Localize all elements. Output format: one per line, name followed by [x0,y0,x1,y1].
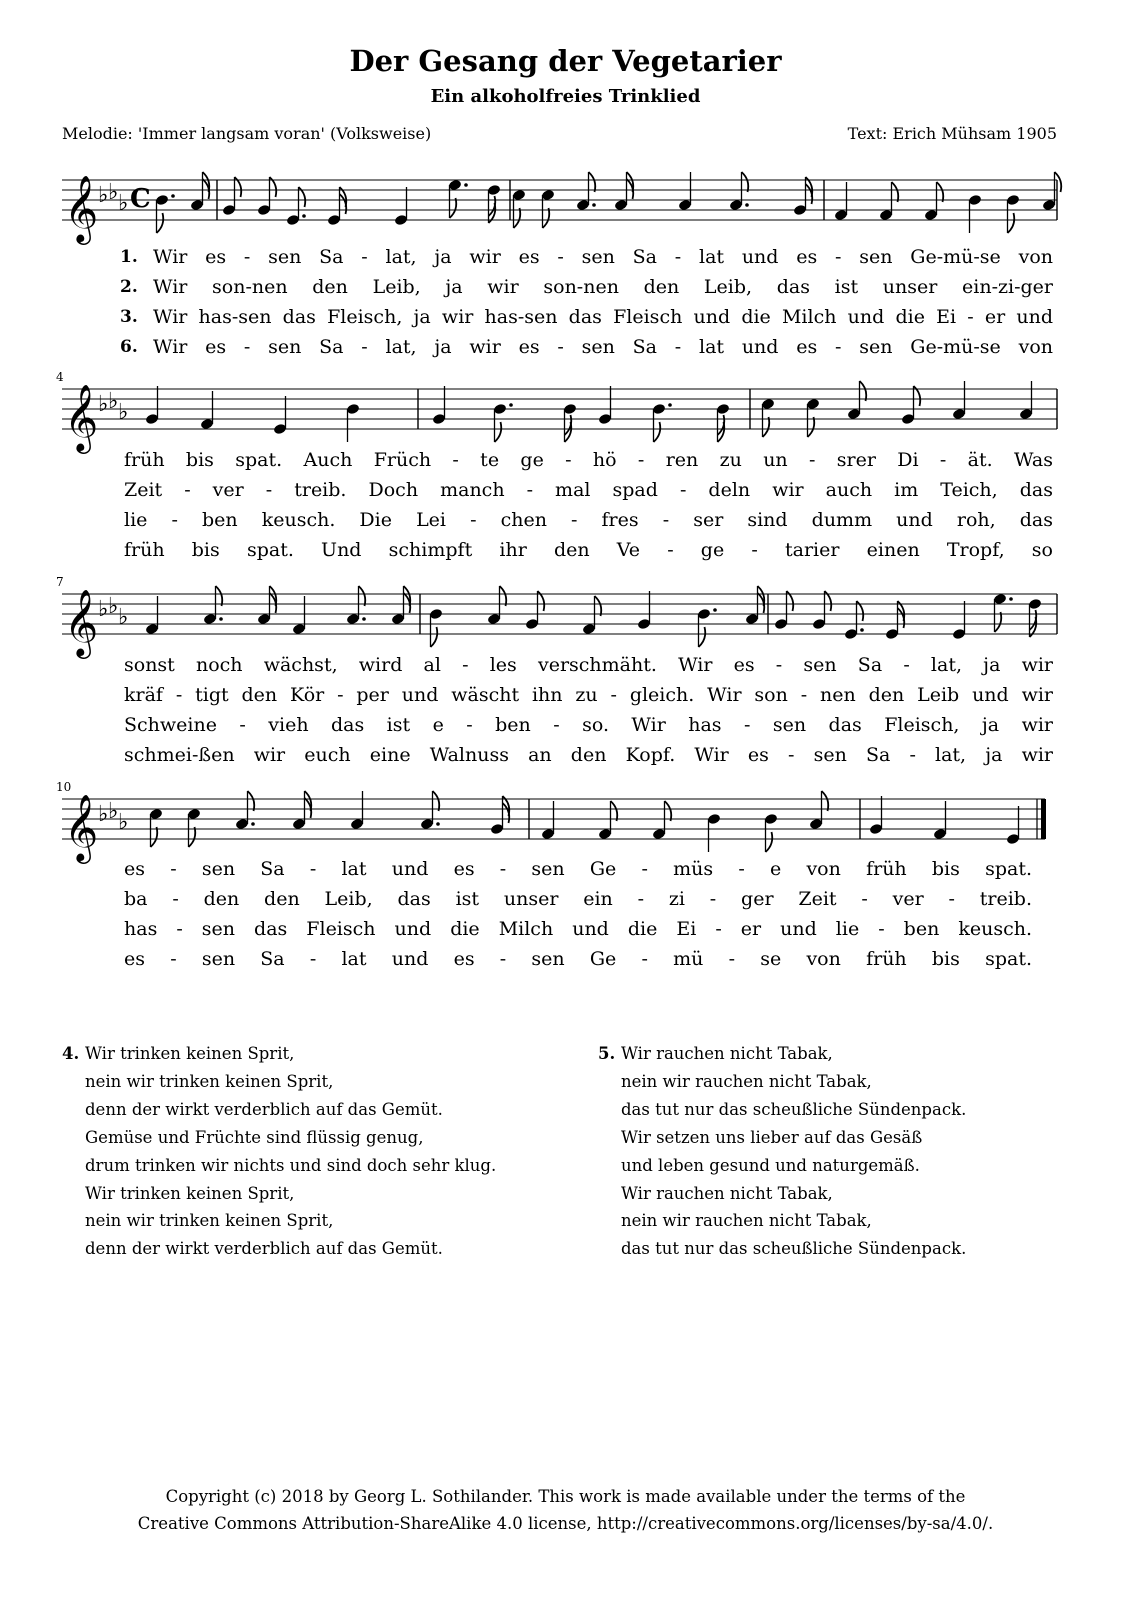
copyright-line: Copyright (c) 2018 by Georg L. Sothilander. This work is made available under the terms of the [165,1487,966,1506]
lyric-text: lie - ben keusch. Die Lei - chen - fres - ser sind dumm und roh, das [124,509,1053,531]
verse-line: denn der wirkt verderblich auf das Gemüt. [85,1099,443,1119]
note-flag [359,586,366,606]
note-flag [543,208,550,228]
lyric-text: ba - den den Leib, das ist unser ein - zi - ger Zeit - ver - treib. [124,888,1032,910]
lyric-text: Zeit - ver - treib. Doch manch - mal spad - deln wir auch im Teich, das [124,479,1053,501]
verse-4 [62,1040,496,1263]
verse-number: 3. [120,307,138,327]
lyric-text: Schweine - vieh das ist e - ben - so. Wir has - sen das Fleisch, ja wir [124,714,1053,736]
dot [171,194,175,198]
note-flag [892,182,899,202]
verse-line: Gemüse und Früchte sind flüssig genug, [85,1127,424,1147]
measure-number: 4 [56,370,64,384]
verse-line: Wir trinken keinen Sprit, [85,1044,295,1063]
dot [713,608,717,612]
treble-clef-icon: 𝄞 [64,793,99,861]
dot [860,628,864,632]
dot [668,403,672,407]
note-flag [1055,172,1062,192]
flat-icon: ♭ [98,392,109,417]
treble-clef-icon: 𝄞 [64,174,99,242]
lyric-text: Wir es - sen Sa - lat, ja wir es - sen Sa - lat und es - sen Ge-mü-se von [153,246,1053,268]
dot [1009,597,1013,601]
note-flag [937,182,944,202]
note-flag [1008,213,1015,233]
lyric-text: früh bis spat. Und schimpft ihr den Ve - ge - tarier einen Tropf, so [124,539,1053,561]
verse-line: und leben gesund und naturgemäß. [621,1155,920,1175]
verse-line: Wir rauchen nicht Tabak, [621,1183,833,1203]
note-flag [995,612,1002,632]
verse-line: nein wir trinken keinen Sprit, [85,1071,334,1091]
note-flag [822,791,829,811]
common-time-icon: C [130,184,151,214]
verse-line: Wir setzen uns lieber auf das Gesäß [621,1127,923,1147]
flat-icon: ♭ [118,191,129,216]
note-flag [665,801,672,821]
treble-clef-icon: 𝄞 [64,383,99,451]
lyric-text: kräf - tigt den Kör - per und wäscht ihn zu - gleich. Wir son - nen den Leib und wir [124,684,1053,706]
dot [592,203,596,207]
flat-icon: ♭ [108,594,119,619]
verse-line: Wir trinken keinen Sprit, [85,1183,295,1203]
lyric-text: früh bis spat. Auch Früch - te ge - hö - ren zu un - srer Di - ät. Was [124,449,1053,471]
note-flag [860,381,867,401]
final-bar-line [1041,799,1046,839]
lyric-text: Wir son-nen den Leib, ja wir son-nen den Leib, das ist unser ein-zi-ger [153,276,1053,298]
treble-clef-icon: 𝄞 [64,588,99,656]
flat-icon: ♭ [98,183,109,208]
verse-number: 1. [120,247,138,267]
verse-line: nein wir rauchen nicht Tabak, [621,1211,872,1231]
dot [251,822,255,826]
note-flag [500,586,507,606]
verse-number: 6. [120,337,138,357]
dot [436,822,440,826]
lyric-text: Wir has-sen das Fleisch, ja wir has-sen das Fleisch und die Milch und die Ei - er und [153,306,1053,328]
flat-icon: ♭ [108,389,119,414]
note-flag [595,596,602,616]
flat-icon: ♭ [118,810,129,835]
lyric-text: es - sen Sa - lat und es - sen Ge - müs - e von früh bis spat. [124,858,1032,880]
verse-line: das tut nur das scheußliche Sündenpack. [621,1239,967,1259]
dot [219,617,223,621]
flat-icon: ♭ [118,605,129,630]
note-flag [763,417,770,437]
copyright-line: Creative Commons Attribution-ShareAlike 4.0 license, http://creativecommons.org/licenses/by-sa/4.0/. [137,1514,994,1533]
note-flag [514,208,521,228]
dot [302,214,306,218]
note-flag [808,417,815,437]
flat-icon: ♭ [118,400,129,425]
flat-icon: ♭ [98,802,109,827]
verse-line: nein wir trinken keinen Sprit, [85,1211,334,1231]
verse-number: 2. [120,277,138,297]
dot [464,183,468,187]
flat-icon: ♭ [108,180,119,205]
note-flag [742,172,749,192]
measure-number: 7 [56,575,64,589]
flat-icon: ♭ [108,799,119,824]
note-flag [450,198,457,218]
note-flag [216,586,223,606]
note-flag [766,832,773,852]
dot [362,617,366,621]
lyric-text: schmei-ßen wir euch eine Walnuss an den Kopf. Wir es - sen Sa - lat, ja wir [124,744,1053,766]
note-flag [654,422,661,442]
note-flag [431,627,438,647]
note-flag [589,172,596,192]
note-flag [495,422,502,442]
melody-credit: Melodie: 'Immer langsam voran' (Volksweise) [62,124,432,143]
verse-line: drum trinken wir nichts und sind doch sehr klug. [85,1155,497,1175]
note-flag [433,791,440,811]
measure-number: 10 [56,780,72,794]
note-flag [157,213,164,233]
note-flag [189,827,196,847]
note-flag [151,827,158,847]
verse-line: Wir rauchen nicht Tabak, [621,1044,833,1063]
dot [745,203,749,207]
note-flag [248,791,255,811]
note-flag [611,801,618,821]
verse-line: denn der wirkt verderblich auf das Gemüt. [85,1239,443,1259]
lyric-text: has - sen das Fleisch und die Milch und die Ei - er und lie - ben keusch. [124,918,1032,940]
song-subtitle: Ein alkoholfreies Trinklied [430,86,701,107]
verse-line: nein wir rauchen nicht Tabak, [621,1071,872,1091]
dot [509,403,513,407]
verse-number: 5. [598,1044,616,1063]
verse-line: das tut nur das scheußliche Sündenpack. [621,1099,967,1119]
note-flag [699,627,706,647]
lyric-text: Wir es - sen Sa - lat, ja wir es - sen Sa - lat und es - sen Ge-mü-se von [153,336,1053,358]
verse-5 [598,1040,966,1263]
lyric-text: sonst noch wächst, wird al - les verschmäht. Wir es - sen Sa - lat, ja wir [124,654,1053,676]
text-credit: Text: Erich Mühsam 1905 [847,124,1057,143]
verse-number: 4. [62,1044,80,1063]
song-title: Der Gesang der Vegetarier [349,44,782,78]
lyric-text: es - sen Sa - lat und es - sen Ge - mü - se von früh bis spat. [124,948,1032,970]
flat-icon: ♭ [98,597,109,622]
